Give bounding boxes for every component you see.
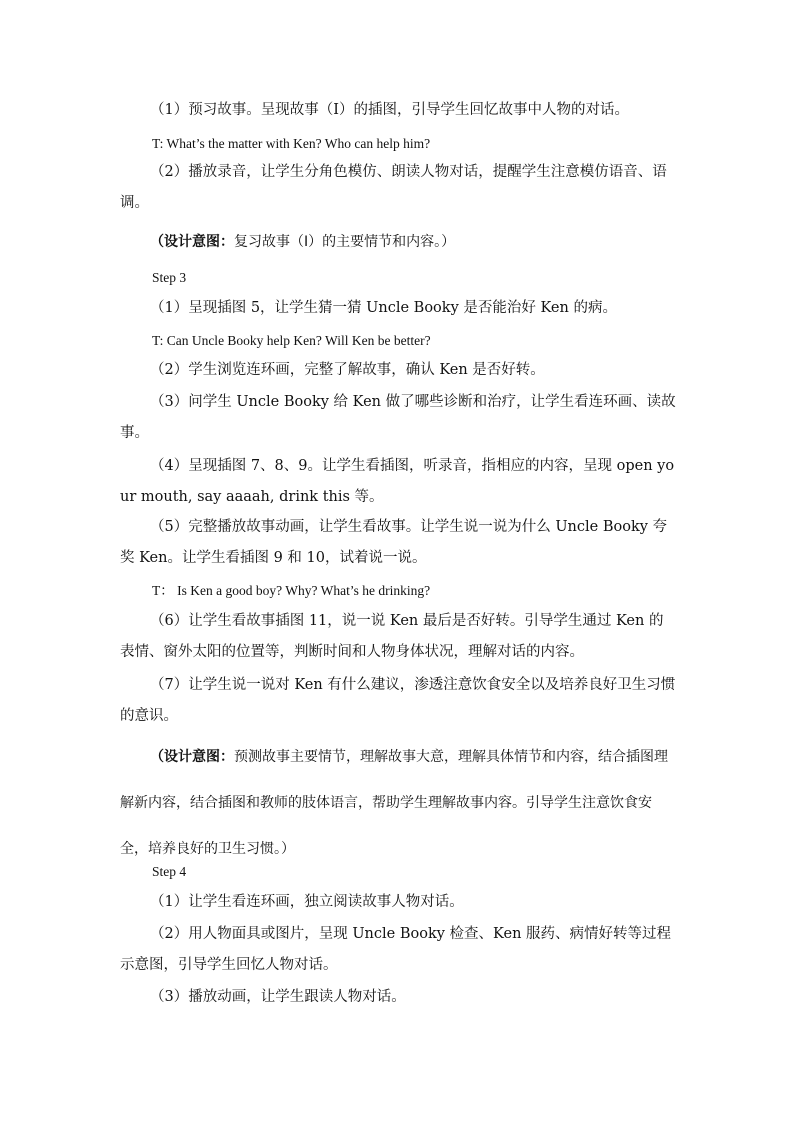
paragraph-show-picture-5: （1）呈现插图 5，让学生猜一猜 Uncle Booky 是否能治好 Ken 的病。 <box>150 300 617 316</box>
paragraph-masks-pictures: （2）用人物面具或图片，呈现 Uncle Booky 检查、Ken 服药、病情好转等过程示意图，引导学生回忆人物对话。 <box>120 926 672 973</box>
paragraph-picture-11: （6）让学生看故事插图 11，说一说 Ken 最后是否好转。引导学生通过 Ken 的表情、窗外太阳的位置等，判断时间和人物身体状况，理解对话的内容。 <box>120 613 664 660</box>
teacher-question-3: T： Is Ken a good boy? Why? What’s he drinking? <box>152 583 431 598</box>
design-intent-text: 预测故事主要情节，理解故事大意，理解具体情节和内容，结合插图理解新内容，结合插图和教师的肢体语言，帮助学生理解故事内容。引导学生注意饮食安全，培养良好的卫生习惯。） <box>120 749 668 857</box>
paragraph-browse-comic: （2）学生浏览连环画，完整了解故事，确认 Ken 是否好转。 <box>150 362 545 378</box>
paragraph-preview-story: （1）预习故事。呈现故事（I）的插图，引导学生回忆故事中人物的对话。 <box>150 102 629 118</box>
design-intent-text: 复习故事（I）的主要情节和内容。） <box>234 234 456 250</box>
paragraph-read-dialogue: （1）让学生看连环画，独立阅读故事人物对话。 <box>150 894 464 910</box>
design-intent-1 <box>120 227 676 258</box>
paragraph-pictures-7-8-9: （4）呈现插图 7、8、9。让学生看插图，听录音，指相应的内容，呈现 open your mouth, say aaaah, drink this 等。 <box>120 458 675 505</box>
design-intent-label: （设计意图： <box>150 749 234 765</box>
step-3-heading: Step 3 <box>152 270 187 285</box>
paragraph-diagnosis: （3）问学生 Uncle Booky 给 Ken 做了哪些诊断和治疗，让学生看连环画、读故事。 <box>120 394 676 441</box>
teacher-question-2: T: Can Uncle Booky help Ken? Will Ken be better? <box>152 333 431 348</box>
paragraph-story-animation: （5）完整播放故事动画，让学生看故事。让学生说一说为什么 Uncle Booky 夸奖 Ken。让学生看插图 9 和 10，试着说一说。 <box>120 519 668 566</box>
design-intent-2 <box>120 734 676 872</box>
paragraph-advice-for-ken: （7）让学生说一说对 Ken 有什么建议，渗透注意饮食安全以及培养良好卫生习惯的意识。 <box>120 677 676 724</box>
teacher-question-1: T: What’s the matter with Ken? Who can help him? <box>152 136 431 151</box>
paragraph-play-animation: （3）播放动画，让学生跟读人物对话。 <box>150 989 406 1005</box>
design-intent-label: （设计意图： <box>150 234 234 250</box>
step-4-heading: Step 4 <box>152 864 187 879</box>
paragraph-play-recording: （2）播放录音，让学生分角色模仿、朗读人物对话，提醒学生注意模仿语音、语调。 <box>120 164 667 211</box>
